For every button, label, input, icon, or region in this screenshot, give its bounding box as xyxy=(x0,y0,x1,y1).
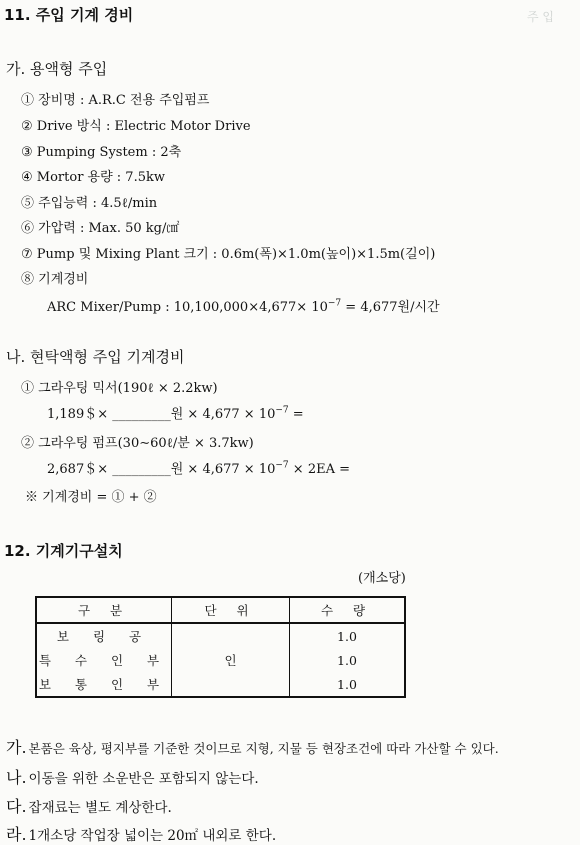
grout-pump-label: ② 그라우팅 펌프(30∼60ℓ/분 × 3.7kw) xyxy=(21,436,254,451)
arc-cost-formula: ARC Mixer/Pump : $10,100,000\times 4,677\times 10^{-7} = 4,677$원/시간 xyxy=(47,298,440,315)
row-unit xyxy=(172,672,290,697)
row-quantity: 1.0 xyxy=(290,648,406,672)
note-text: 이동을 위한 소운반은 포함되지 않는다. xyxy=(28,771,259,787)
ghost-header: 주 입 xyxy=(527,10,554,24)
row-label: 보 통 인 부 xyxy=(36,672,172,697)
note-na xyxy=(6,765,259,788)
subsection-na-title: 나. 현탁액형 주입 기계경비 xyxy=(6,348,185,366)
row-unit: 인 xyxy=(172,648,290,672)
row-label: 특 수 인 부 xyxy=(36,648,172,672)
grout-mixer-formula: 1,189＄× _________원 × $4,677 \times 10^{-7}$ = xyxy=(47,405,304,422)
note-da xyxy=(6,794,172,817)
note-mark: 나. xyxy=(6,768,27,787)
spec-item-7: ⑦ Pump 및 Mixing Plant 크기 : 0.6m(폭)×1.0m(높이)×1.5m(길이) xyxy=(21,247,436,262)
equipment-table xyxy=(35,596,406,698)
note-ga xyxy=(6,735,499,758)
row-quantity: 1.0 xyxy=(290,672,406,697)
spec-item-8: ⑧ 기계경비 xyxy=(21,272,89,287)
spec-item-5: ⑤ 주입능력 : 4.5ℓ/min xyxy=(21,196,158,211)
note-mark: 라. xyxy=(6,825,27,844)
note-mark: 다. xyxy=(6,797,27,816)
spec-item-2: ② Drive 방식 : Electric Motor Drive xyxy=(21,119,251,134)
section-11-title: 11. 주입 기계 경비 xyxy=(4,6,134,24)
section-12-title: 12. 기계기구설치 xyxy=(4,542,123,560)
row-unit xyxy=(172,623,290,648)
spec-item-6: ⑥ 가압력 : Max. 50 kg/㎠ xyxy=(21,221,180,236)
grout-mixer-label: ① 그라우팅 믹서(190ℓ × 2.2kw) xyxy=(21,381,218,396)
spec-item-3: ③ Pumping System : 2축 xyxy=(21,145,182,160)
table-header-row xyxy=(36,597,405,623)
note-mark: 가. xyxy=(6,738,27,757)
note-text: 잡재료는 별도 계상한다. xyxy=(28,800,172,816)
table-row xyxy=(36,623,405,648)
note-text: 1개소당 작업장 넓이는 20㎡ 내외로 한다. xyxy=(28,828,277,844)
unit-note: (개소당) xyxy=(358,571,406,586)
table-row xyxy=(36,672,405,697)
header-unit: 단 위 xyxy=(172,597,290,623)
row-label: 보 링 공 xyxy=(36,623,172,648)
row-quantity: 1.0 xyxy=(290,623,406,648)
header-category: 구 분 xyxy=(36,597,172,623)
grout-pump-formula: 2,687＄× _________원 × $4,677 \times 10^{-7} \times 2EA$ = xyxy=(47,460,350,477)
header-quantity: 수 량 xyxy=(290,597,406,623)
machine-cost-total: ※ 기계경비 = ① + ② xyxy=(25,490,157,505)
table-row xyxy=(36,648,405,672)
note-ra xyxy=(6,822,276,845)
subsection-ga-title: 가. 용액형 주입 xyxy=(6,60,108,78)
spec-item-4: ④ Mortor 용량 : 7.5kw xyxy=(21,170,165,185)
note-text: 본품은 육상, 평지부를 기준한 것이므로 지형, 지물 등 현장조건에 따라 가산할 수 있다. xyxy=(28,741,499,756)
spec-item-1: ① 장비명 : A.R.C 전용 주입펌프 xyxy=(21,93,210,108)
